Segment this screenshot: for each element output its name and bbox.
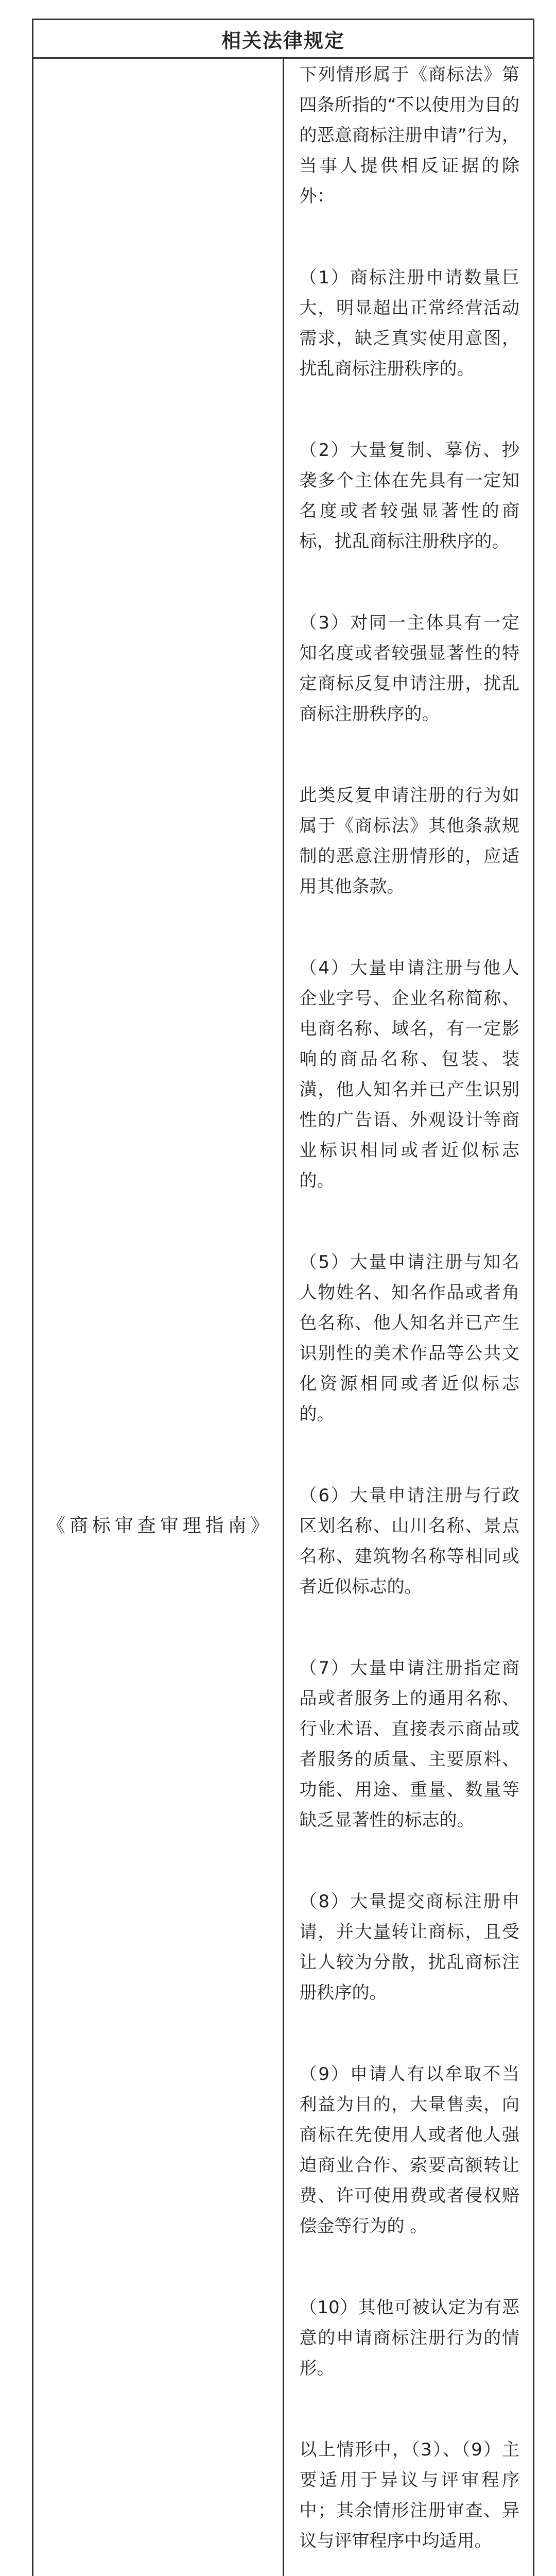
paragraph-item-9: （9）申请人有以牟取不当利益为目的，大量售卖，向商标在先使用人或者他人强迫商业合作、索要高额转让费、许可使用费或者侵权赔偿金等行为的 。 bbox=[300, 2059, 520, 2242]
table-header-title: 相关法律规定 bbox=[33, 20, 534, 58]
law-table bbox=[32, 19, 534, 2576]
paragraph-item-4: （4）大量申请注册与他人企业字号、企业名称简称、电商名称、域名，有一定影响的商品名称、包装、装潢，他人知名并已产生识别性的广告语、外观设计等商业标识相同或者近似标志的。 bbox=[300, 953, 520, 1196]
paragraph-item-1: （1）商标注册申请数量巨大，明显超出正常经营活动需求，缺乏真实使用意图，扰乱商标注册秩序的。 bbox=[300, 263, 520, 384]
paragraph-note-repeat: 此类反复申请注册的行为如属于《商标法》其他条款规制的恶意注册情形的，应适用其他条款。 bbox=[300, 781, 520, 902]
content-cell bbox=[283, 58, 534, 2576]
paragraph-item-3: （3）对同一主体具有一定知名度或者较强显著性的特定商标反复申请注册，扰乱商标注册秩序的。 bbox=[300, 608, 520, 730]
source-cell: 《商标审查审理指南》 bbox=[33, 58, 284, 2576]
paragraph-item-8: （8）大量提交商标注册申请，并大量转让商标，且受让人较为分散，扰乱商标注册秩序的。 bbox=[300, 1887, 520, 2008]
paragraph-applicability: 以上情形中，（3）、（9）主要适用于异议与评审程序中；其余情形注册审查、异议与评审程序中均适用。 bbox=[300, 2435, 520, 2556]
paragraph-item-5: （5）大量申请注册与知名人物姓名、知名作品或者角色名称、他人知名并已产生识别性的美术作品等公共文化资源相同或者近似标志的。 bbox=[300, 1247, 520, 1430]
paragraph-item-10: （10）其他可被认定为有恶意的申请商标注册行为的情形。 bbox=[300, 2293, 520, 2384]
content-row bbox=[33, 58, 534, 2576]
paragraph-item-2: （2）大量复制、摹仿、抄袭多个主体在先具有一定知名度或者较强显著性的商标，扰乱商标注册秩序的。 bbox=[300, 435, 520, 557]
paragraph-item-6: （6）大量申请注册与行政区划名称、山川名称、景点名称、建筑物名称等相同或者近似标志的。 bbox=[300, 1481, 520, 1602]
paragraph-intro: 下列情形属于《商标法》第四条所指的“不以使用为目的的恶意商标注册申请”行为，当事人提供相反证据的除外： bbox=[300, 60, 520, 212]
paragraph-item-7: （7）大量申请注册指定商品或者服务上的通用名称、行业术语、直接表示商品或者服务的质量、主要原料、功能、用途、重量、数量等缺乏显著性的标志的。 bbox=[300, 1653, 520, 1836]
header-row bbox=[33, 20, 534, 58]
